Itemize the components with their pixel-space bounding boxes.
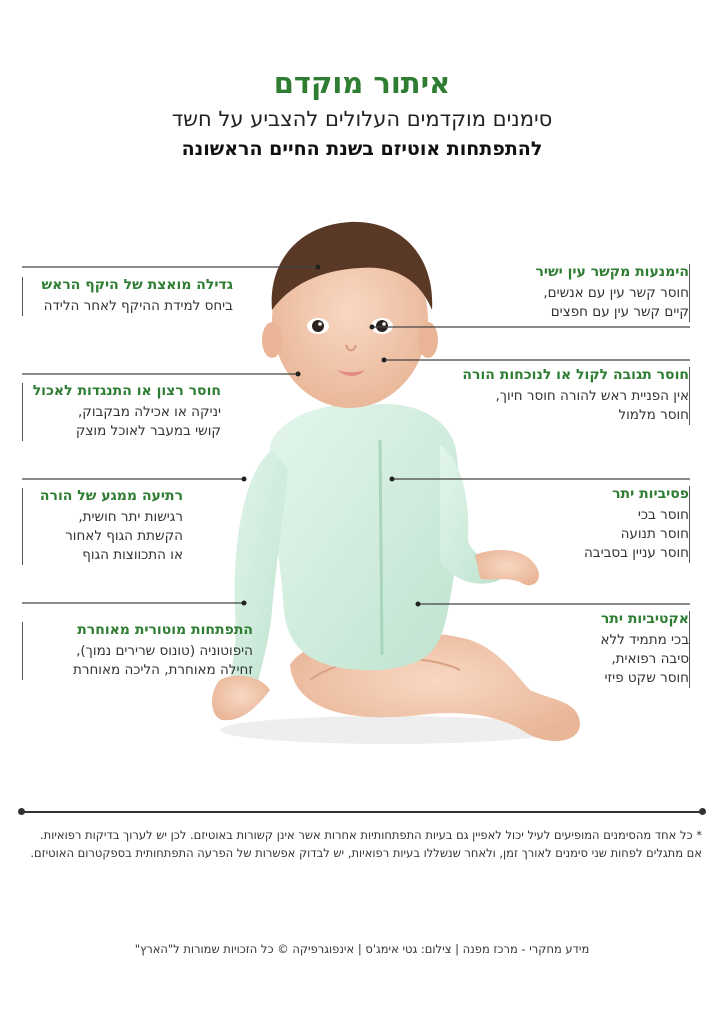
sign-no-response: חוסר תגובה לקול או לנוכחות הורה אין הפניית ראש להורה חוסר חיוך, חוסר מלמול <box>449 367 690 425</box>
sign-passivity: פסיביות יתר חוסר בכי חוסר תנועה חוסר עניין בסביבה <box>479 486 690 563</box>
sign-head-growth: גדילה מואצת של היקף הראש ביחס למידת ההיקף לאחר הלידה <box>22 277 233 316</box>
sign-hyperactivity: אקטיביות יתר בכי מתמיד ללא סיבה רפואית, חוסר שקט פיזי <box>479 611 690 688</box>
sign-eating: חוסר רצון או התנגדות לאכול יניקה או אכילה מבקבוק, קושי במעבר לאוכל מוצק <box>22 383 221 441</box>
sign-touch-aversion: רתיעה ממגע של הורה רגישות יתר חושית, הקשתת הגוף לאחור או התכווצות הגוף <box>22 488 183 565</box>
divider-dot <box>699 808 706 815</box>
divider-dot <box>18 808 25 815</box>
page-subtitle-bold: להתפתחות אוטיזם בשנת החיים הראשונה <box>181 138 543 160</box>
sign-motor-delay: התפתחות מוטורית מאוחרת היפוטוניה (טונוס שרירים נמוך), זחילה מאוחרת, הליכה מאוחרת <box>22 622 253 680</box>
divider <box>20 811 704 813</box>
page-title: איתור מוקדם <box>273 66 451 100</box>
sign-eye-contact: הימנעות מקשר עין ישיר חוסר קשר עין עם אנשים, קיים קשר עין עם חפצים <box>479 264 690 322</box>
footnote: * כל אחד מהסימנים המופיעים לעיל יכול לאפיין גם בעיות התפתחותיות אחרות אשר אינן קשורות באוטיזם. לכן יש לערוך בדיקות רפואיות. אם מתגלים לפחות שני סימנים לאורך זמן, ולאחר שנשללו בעיות רפואיות, יש לבדוק אפשרות של הפרעה התפתחותית בספקטרום האוטיזם. <box>30 828 702 860</box>
page-subtitle: סימנים מוקדמים העלולים להצביע על חשד <box>171 107 553 131</box>
credit-line: מידע מחקרי - מרכז מפנה | צילום: גטי אימג'ס | אינפוגרפיקה © כל הזכויות שמורות ל"הארץ" <box>134 942 590 956</box>
